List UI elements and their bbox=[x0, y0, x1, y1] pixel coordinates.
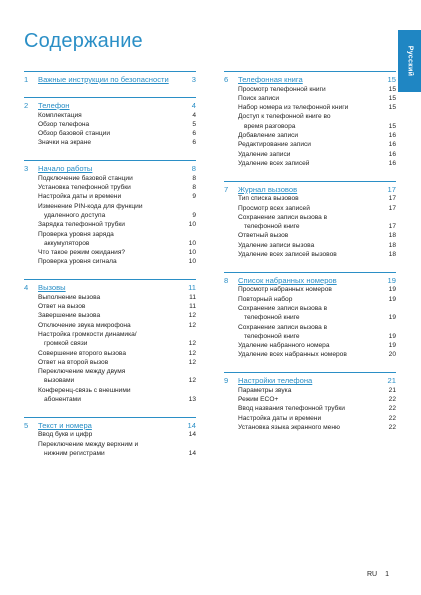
section-page: 3 bbox=[191, 75, 196, 84]
entry-page: 8 bbox=[192, 184, 196, 192]
entry-title: Просмотр набранных номеров bbox=[238, 286, 332, 294]
toc-entry[interactable] bbox=[24, 249, 196, 258]
toc-entry[interactable] bbox=[224, 232, 396, 241]
entry-title: Удаление всех набранных номеров bbox=[238, 351, 347, 359]
entry-title: Совершение второго вызова bbox=[38, 349, 126, 357]
entry-title: Редактирование записи bbox=[238, 141, 311, 149]
section-title: Настройки телефона bbox=[238, 376, 313, 386]
toc-entry[interactable] bbox=[24, 340, 196, 349]
entry-page: 17 bbox=[388, 223, 396, 231]
toc-entry[interactable] bbox=[24, 203, 196, 212]
entry-title: Ответ на вызов bbox=[38, 303, 86, 311]
entry-page: 9 bbox=[192, 211, 196, 219]
toc-entry[interactable] bbox=[224, 242, 396, 251]
toc-entry[interactable] bbox=[224, 214, 396, 223]
entry-page: 5 bbox=[192, 120, 196, 128]
toc-entry[interactable] bbox=[224, 387, 396, 396]
entry-title: Ответ на второй вызов bbox=[38, 358, 109, 366]
entry-title: Настройка даты и времени bbox=[238, 414, 322, 422]
toc-entry[interactable] bbox=[224, 296, 396, 305]
section-title: Телефон bbox=[38, 101, 70, 110]
toc-section bbox=[24, 160, 196, 267]
entry-title: Сохранение записи вызова в bbox=[238, 213, 328, 221]
toc-entry[interactable] bbox=[24, 377, 196, 386]
entry-page: 19 bbox=[388, 342, 396, 350]
section-heading[interactable] bbox=[24, 75, 196, 85]
toc-entry[interactable] bbox=[224, 415, 396, 424]
entry-page: 19 bbox=[388, 314, 396, 322]
toc-entry[interactable] bbox=[24, 121, 196, 130]
section-number: 2 bbox=[24, 101, 29, 110]
entry-page: 12 bbox=[188, 312, 196, 320]
section-title: Телефонная книга bbox=[238, 75, 303, 84]
entry-title: Удаление всех записей вызовов bbox=[238, 251, 337, 259]
page-footer bbox=[367, 571, 389, 578]
section-page: 8 bbox=[191, 164, 196, 174]
toc-entry[interactable] bbox=[224, 160, 396, 169]
entry-title: Ввод букв и цифр bbox=[38, 431, 93, 439]
entry-page bbox=[180, 331, 196, 340]
entry-title: телефонной книге bbox=[244, 332, 300, 340]
toc-entry[interactable] bbox=[24, 396, 196, 405]
entry-page: 22 bbox=[388, 405, 396, 413]
entry-page: 16 bbox=[388, 159, 396, 167]
entry-page: 12 bbox=[188, 340, 196, 348]
section-page: 21 bbox=[387, 376, 396, 386]
entry-title: Выполнение вызова bbox=[38, 293, 101, 301]
footer-page-number: 1 bbox=[385, 571, 390, 578]
section-number: 3 bbox=[24, 164, 29, 174]
entry-page: 10 bbox=[188, 249, 196, 257]
entry-page: 20 bbox=[388, 351, 396, 359]
entry-title: Добавление записи bbox=[238, 132, 299, 140]
entry-title: абонентами bbox=[44, 396, 81, 404]
section-number: 5 bbox=[24, 420, 29, 430]
entry-page: 11 bbox=[189, 303, 196, 311]
entry-title: аккумуляторов bbox=[44, 239, 90, 247]
section-page: 15 bbox=[387, 75, 396, 84]
entry-page bbox=[380, 324, 396, 333]
section-heading[interactable] bbox=[24, 101, 196, 111]
toc-entry[interactable] bbox=[24, 322, 196, 331]
toc-entry[interactable] bbox=[24, 221, 196, 230]
entry-page: 15 bbox=[388, 104, 396, 112]
entry-page: 12 bbox=[188, 321, 196, 329]
toc-left-column bbox=[24, 71, 196, 471]
entry-page: 10 bbox=[188, 239, 196, 247]
entry-page: 19 bbox=[388, 332, 396, 340]
entry-title: Проверка уровня заряда bbox=[38, 230, 114, 238]
toc-entry[interactable] bbox=[24, 212, 196, 221]
toc-entry[interactable] bbox=[24, 359, 196, 368]
toc-entry[interactable] bbox=[24, 231, 196, 240]
entry-page: 17 bbox=[388, 195, 396, 203]
toc-entry[interactable] bbox=[224, 151, 396, 160]
toc-entry[interactable] bbox=[224, 223, 396, 232]
section-page: 14 bbox=[187, 420, 196, 430]
entry-title: телефонной книге bbox=[244, 223, 300, 231]
entry-title: Сохранение записи вызова в bbox=[238, 323, 328, 331]
entry-title: Набор номера из телефонной книги bbox=[238, 104, 349, 112]
entry-page: 16 bbox=[388, 150, 396, 158]
entry-title: Подключение базовой станции bbox=[38, 174, 133, 182]
footer-lang: RU bbox=[367, 571, 378, 578]
section-heading[interactable] bbox=[24, 164, 196, 174]
section-title: Журнал вызовов bbox=[238, 184, 298, 194]
toc-section bbox=[24, 417, 196, 459]
toc-entry[interactable] bbox=[24, 294, 196, 303]
entry-title: Настройка даты и времени bbox=[38, 193, 122, 201]
entry-title: Установка языка экранного меню bbox=[238, 423, 340, 431]
entry-page: 12 bbox=[188, 377, 196, 385]
toc-entry[interactable] bbox=[224, 251, 396, 260]
toc-entry[interactable] bbox=[224, 132, 396, 141]
section-title: Текст и номера bbox=[38, 420, 92, 430]
entry-title: Режим ECO+ bbox=[238, 396, 279, 404]
entry-title: Удаление набранного номера bbox=[238, 342, 330, 350]
entry-title: телефонной книге bbox=[244, 314, 300, 322]
toc-entry[interactable] bbox=[24, 112, 196, 121]
entry-page bbox=[180, 441, 196, 450]
toc-entry[interactable] bbox=[224, 351, 396, 360]
entry-page: 21 bbox=[388, 386, 396, 394]
toc-entry[interactable] bbox=[224, 113, 396, 122]
entry-title: Настройка громкости динамика/ bbox=[38, 330, 137, 338]
entry-title: Удаление всех записей bbox=[238, 159, 310, 167]
toc-entry[interactable] bbox=[24, 450, 196, 459]
toc-entry[interactable] bbox=[24, 258, 196, 267]
entry-page: 15 bbox=[388, 94, 396, 102]
entry-page: 16 bbox=[388, 141, 396, 149]
entry-page: 18 bbox=[388, 232, 396, 240]
entry-page: 22 bbox=[388, 423, 396, 431]
section-title: Важные инструкции по безопасности bbox=[38, 75, 169, 84]
toc-entry[interactable] bbox=[24, 441, 196, 450]
entry-title: Тип списка вызовов bbox=[238, 195, 299, 203]
entry-title: Что такое режим ожидания? bbox=[38, 249, 126, 257]
section-title: Вызовы bbox=[38, 283, 66, 293]
entry-title: Параметры звука bbox=[238, 386, 292, 394]
toc-right-column bbox=[224, 71, 396, 445]
language-tab[interactable] bbox=[398, 30, 421, 92]
entry-title: Конференц-связь с внешними bbox=[38, 386, 131, 394]
toc-entry[interactable] bbox=[24, 350, 196, 359]
section-number: 8 bbox=[224, 275, 229, 285]
entry-page: 15 bbox=[388, 85, 396, 93]
entry-page bbox=[180, 203, 196, 212]
section-title: Начало работы bbox=[38, 164, 93, 174]
toc-entry[interactable] bbox=[24, 431, 196, 440]
entry-page: 4 bbox=[192, 111, 196, 119]
entry-page: 18 bbox=[388, 251, 396, 259]
section-number: 9 bbox=[224, 376, 229, 386]
section-heading[interactable] bbox=[24, 283, 196, 293]
entry-page: 10 bbox=[188, 258, 196, 266]
toc-section bbox=[224, 181, 396, 260]
entry-title: Ввод названия телефонной трубки bbox=[238, 405, 345, 413]
entry-title: Переключение между двумя bbox=[38, 368, 126, 376]
entry-page: 15 bbox=[388, 122, 396, 130]
section-number: 6 bbox=[224, 75, 229, 84]
entry-title: Обзор телефона bbox=[38, 120, 90, 128]
section-number: 7 bbox=[224, 184, 229, 194]
entry-page: 14 bbox=[188, 431, 196, 439]
entry-page: 8 bbox=[192, 174, 196, 182]
entry-page: 17 bbox=[388, 204, 396, 212]
toc-entry[interactable] bbox=[224, 342, 396, 351]
language-tab-label: Русский bbox=[406, 45, 413, 77]
toc-section bbox=[224, 272, 396, 360]
section-page: 4 bbox=[191, 101, 196, 110]
toc-entry[interactable] bbox=[24, 184, 196, 193]
entry-title: Переключение между верхним и bbox=[38, 440, 139, 448]
toc-entry[interactable] bbox=[224, 324, 396, 333]
section-heading[interactable] bbox=[224, 276, 396, 286]
toc-entry[interactable] bbox=[224, 95, 396, 104]
entry-title: громкой связи bbox=[44, 340, 88, 348]
entry-page: 13 bbox=[188, 396, 196, 404]
page-title: Содержание bbox=[24, 30, 143, 52]
toc-section bbox=[224, 71, 396, 169]
entry-title: Удаление записи bbox=[238, 150, 291, 158]
entry-title: Комплектация bbox=[38, 111, 82, 119]
toc-entry[interactable] bbox=[224, 333, 396, 342]
entry-page: 14 bbox=[188, 449, 196, 457]
toc-entry[interactable] bbox=[224, 314, 396, 323]
toc-entry[interactable] bbox=[224, 405, 396, 414]
toc-entry[interactable] bbox=[24, 175, 196, 184]
section-page: 11 bbox=[188, 283, 196, 293]
entry-page: 6 bbox=[192, 139, 196, 147]
entry-title: Удаление записи вызова bbox=[238, 241, 315, 249]
entry-page: 18 bbox=[388, 241, 396, 249]
toc-entry[interactable] bbox=[224, 205, 396, 214]
toc-entry[interactable] bbox=[224, 396, 396, 405]
entry-page: 22 bbox=[388, 414, 396, 422]
entry-page: 16 bbox=[388, 132, 396, 140]
entry-page bbox=[380, 305, 396, 314]
toc-section bbox=[24, 97, 196, 148]
entry-title: Изменение PIN-кода для функции bbox=[38, 202, 143, 210]
entry-title: Установка телефонной трубки bbox=[38, 184, 131, 192]
toc-entry[interactable] bbox=[24, 312, 196, 321]
entry-title: время разговора bbox=[244, 122, 296, 130]
entry-title: Повторный набор bbox=[238, 295, 293, 303]
toc-entry[interactable] bbox=[224, 424, 396, 433]
entry-page bbox=[180, 387, 196, 396]
toc-entry[interactable] bbox=[224, 86, 396, 95]
entry-page: 11 bbox=[189, 293, 196, 301]
entry-page: 19 bbox=[388, 286, 396, 294]
toc-entry[interactable] bbox=[24, 193, 196, 202]
entry-page bbox=[180, 368, 196, 377]
section-number: 4 bbox=[24, 283, 29, 293]
toc-section bbox=[224, 372, 396, 432]
section-heading[interactable] bbox=[24, 421, 196, 431]
toc-entry[interactable] bbox=[24, 130, 196, 139]
entry-title: Просмотр всех записей bbox=[238, 204, 310, 212]
entry-title: Отключение звука микрофона bbox=[38, 321, 131, 329]
toc-entry[interactable] bbox=[24, 331, 196, 340]
toc-entry[interactable] bbox=[224, 104, 396, 113]
entry-title: Доступ к телефонной книге во bbox=[238, 113, 331, 121]
section-heading[interactable] bbox=[224, 185, 396, 195]
section-title: Список набранных номеров bbox=[238, 275, 337, 285]
entry-title: Сохранение записи вызова в bbox=[238, 304, 328, 312]
section-page: 17 bbox=[387, 184, 396, 194]
toc-entry[interactable] bbox=[224, 141, 396, 150]
entry-page bbox=[180, 231, 196, 240]
entry-title: удаленного доступа bbox=[44, 211, 106, 219]
toc-entry[interactable] bbox=[24, 303, 196, 312]
section-page: 19 bbox=[387, 275, 396, 285]
toc-entry[interactable] bbox=[224, 195, 396, 204]
entry-page: 22 bbox=[388, 396, 396, 404]
toc-entry[interactable] bbox=[24, 387, 196, 396]
toc-entry[interactable] bbox=[24, 240, 196, 249]
entry-page: 12 bbox=[188, 358, 196, 366]
entry-page bbox=[380, 214, 396, 223]
entry-title: Ответный вызов bbox=[238, 232, 289, 240]
toc-entry[interactable] bbox=[24, 368, 196, 377]
section-heading[interactable] bbox=[224, 376, 396, 386]
entry-title: Просмотр телефонной книги bbox=[238, 85, 326, 93]
entry-title: Зарядка телефонной трубки bbox=[38, 221, 125, 229]
section-heading[interactable] bbox=[224, 75, 396, 85]
entry-page: 10 bbox=[188, 221, 196, 229]
entry-page: 6 bbox=[192, 130, 196, 138]
entry-title: Завершение вызова bbox=[38, 312, 101, 320]
entry-title: нижним регистрами bbox=[44, 449, 105, 457]
toc-entry[interactable] bbox=[24, 139, 196, 148]
entry-page bbox=[380, 113, 396, 122]
entry-title: Поиск записи bbox=[238, 94, 280, 102]
entry-page: 12 bbox=[188, 349, 196, 357]
entry-page: 19 bbox=[388, 295, 396, 303]
entry-title: Значки на экране bbox=[38, 139, 92, 147]
entry-title: вызовами bbox=[44, 377, 75, 385]
toc-section bbox=[24, 279, 196, 405]
toc-entry[interactable] bbox=[224, 305, 396, 314]
entry-page: 9 bbox=[192, 193, 196, 201]
entry-title: Проверка уровня сигнала bbox=[38, 258, 117, 266]
entry-title: Обзор базовой станции bbox=[38, 130, 111, 138]
toc-entry[interactable] bbox=[224, 286, 396, 295]
section-number: 1 bbox=[24, 75, 29, 84]
toc-entry[interactable] bbox=[224, 123, 396, 132]
toc-section bbox=[24, 71, 196, 85]
